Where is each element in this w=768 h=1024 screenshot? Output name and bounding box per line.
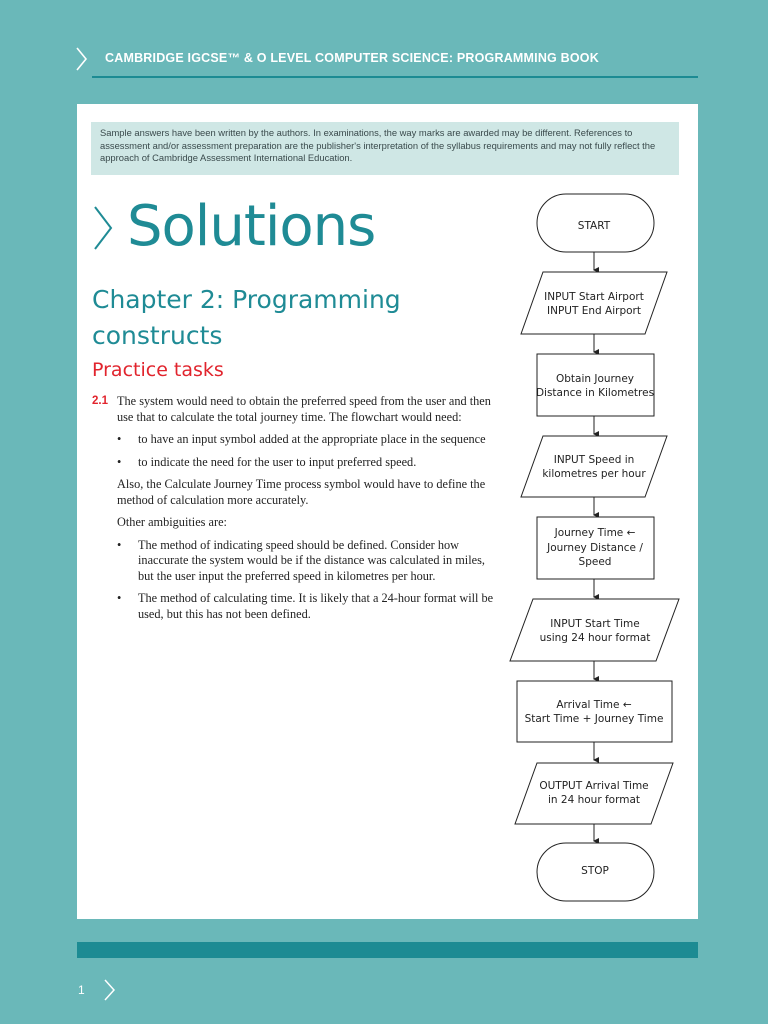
flowchart-label: Arrival Time ←	[556, 699, 632, 711]
input-start-time-parallelogram	[510, 599, 679, 661]
chevron-right-icon	[102, 978, 116, 1002]
list-item: • The method of indicating speed should be defined. Consider how inaccurate the system would be if the distance was calculated in miles, but the user input the preferred speed in kilometres per hour.	[117, 537, 485, 583]
footer-bar	[77, 942, 698, 958]
flowchart-label: INPUT Start Airport	[544, 291, 644, 303]
flowchart-label: Start Time + Journey Time	[524, 713, 664, 725]
flowchart	[77, 104, 698, 919]
flowchart-label: Journey Distance /	[547, 542, 643, 554]
stop-label: STOP	[581, 865, 609, 877]
input-speed-parallelogram	[521, 436, 667, 497]
practice-tasks-heading: Practice tasks	[92, 359, 224, 381]
header-divider	[92, 76, 698, 78]
flowchart-label: Obtain Journey	[555, 373, 635, 385]
task-intro: The system would need to obtain the preferred speed from the user and then use that to calculate the total journey time. The flowchart would need:	[117, 394, 491, 424]
flowchart-label: Distance in Kilometres	[535, 387, 655, 399]
list-item: • to have an input symbol added at the appropriate place in the sequence	[117, 432, 486, 446]
chevron-right-icon	[74, 46, 88, 72]
flowchart-label: INPUT Start Time	[550, 618, 640, 630]
page-number: 1	[78, 983, 85, 997]
arrival-time-process	[517, 681, 672, 742]
task-number: 2.1	[92, 395, 108, 407]
flowchart-label: OUTPUT Arrival Time	[539, 780, 649, 792]
flowchart-label: INPUT Speed in	[553, 454, 635, 466]
solutions-title: Solutions	[127, 194, 376, 259]
book-header-title: CAMBRIDGE IGCSE™ & O LEVEL COMPUTER SCIENCE: PROGRAMMING BOOK	[105, 51, 599, 65]
obtain-distance-process	[537, 354, 654, 416]
list-item: • The method of calculating time. It is likely that a 24-hour format will be used, but this has not been defined.	[117, 591, 494, 621]
flowchart-label: Journey Time ←	[554, 527, 636, 539]
flowchart-label: using 24 hour format	[539, 632, 651, 644]
flowchart-label: kilometres per hour	[542, 468, 646, 480]
start-label: START	[577, 220, 611, 232]
task-also: Also, the Calculate Journey Time process symbol would have to define the method of calculation more accurately.	[117, 477, 486, 507]
flowchart-label: Speed	[578, 556, 612, 568]
flowchart-label: in 24 hour format	[547, 794, 641, 806]
flowchart-label: INPUT End Airport	[547, 305, 641, 317]
chapter-title: Chapter 2: Programming constructs	[92, 285, 401, 350]
disclaimer-box: Sample answers have been written by the authors. In examinations, the way marks are awarded may be different. References to assessment and/or assessment preparation are the publisher's interpretation of the syllabus requirements and may not fully reflect the approach of Cambridge Assessment International Education.	[91, 122, 679, 175]
input-airports-parallelogram	[521, 272, 667, 334]
list-item: • to indicate the need for the user to input preferred speed.	[117, 454, 417, 469]
page-content	[77, 104, 698, 919]
task-other: Other ambiguities are:	[117, 515, 227, 529]
